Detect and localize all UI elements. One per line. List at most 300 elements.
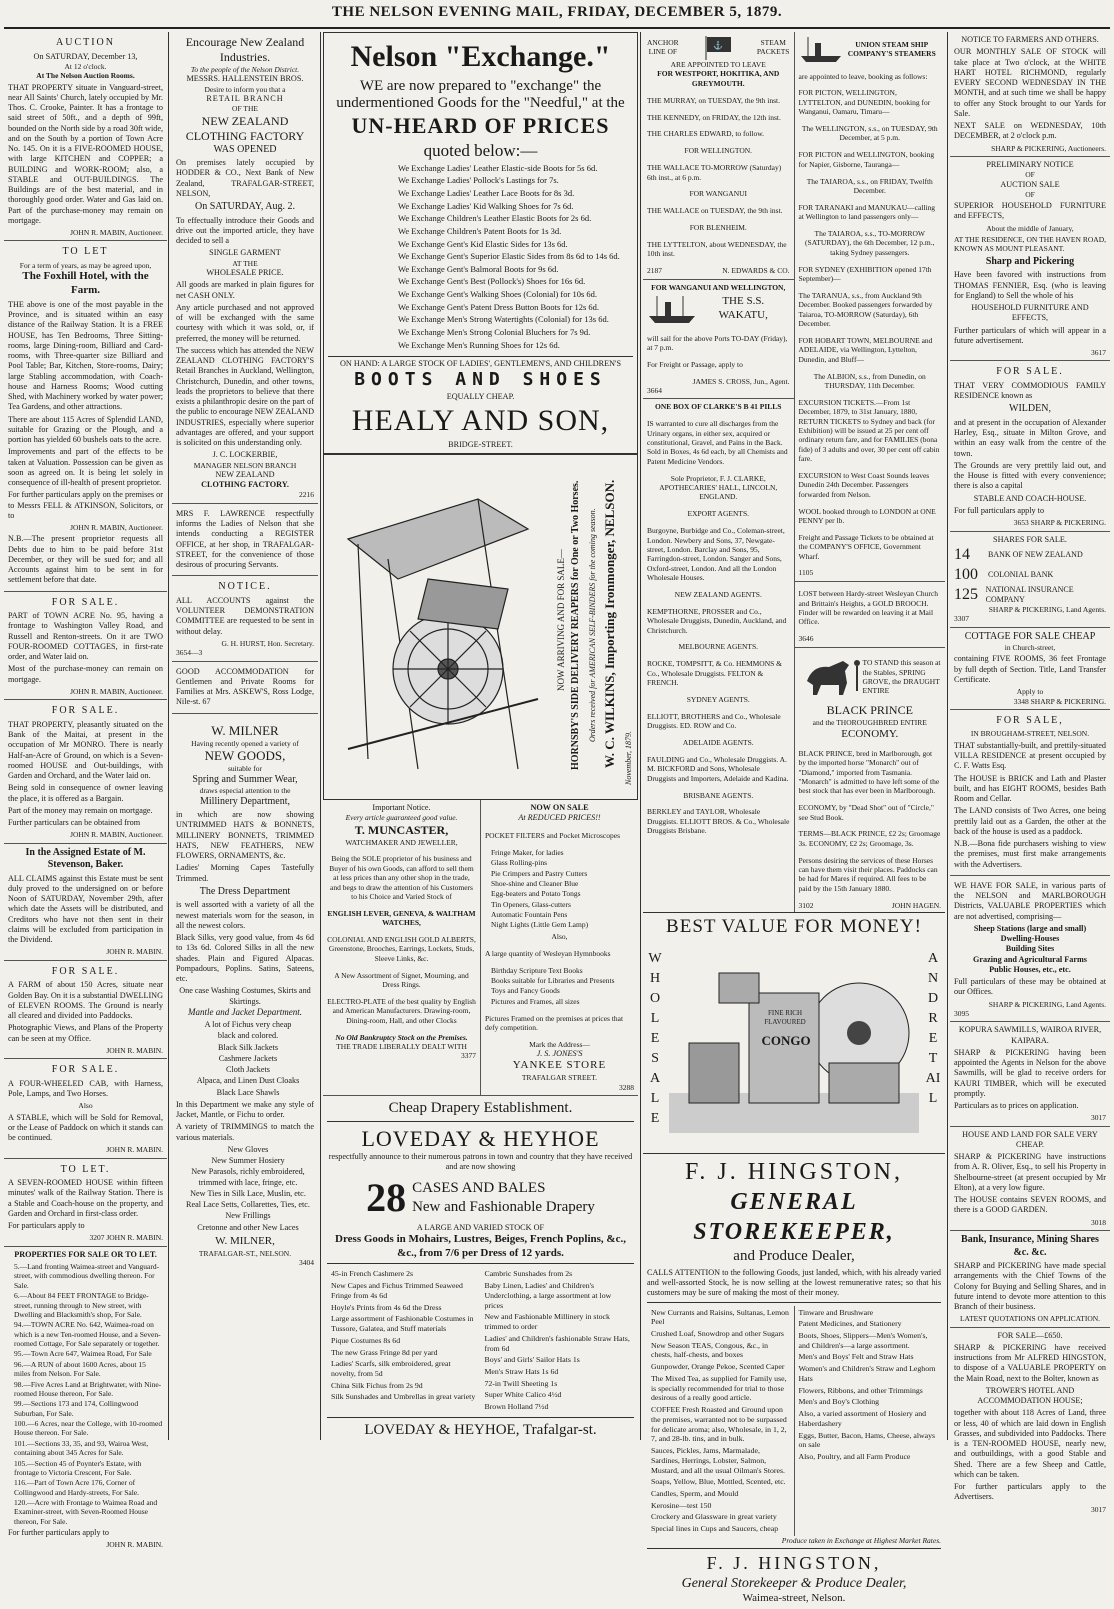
ad-text: Apply to [1016, 687, 1044, 697]
property-item: 99.—Sections 173 and 174, Collingwood Suburban, For Sale. [14, 1399, 139, 1418]
forsale-ad [4, 1059, 167, 1159]
hingston-item: COFFEE Fresh Roasted and Ground upon the premises, warranted not to be surpassed for delicate aroma; also, Wholesale, in 1, 2, 7, and 28-lb. tins, and in bulk. [651, 1405, 787, 1444]
svg-text:⚓: ⚓ [712, 41, 723, 50]
ad-signature: HEALY AND SON, [351, 404, 610, 438]
forsale-ad [4, 700, 167, 843]
jones-ad [481, 800, 638, 1095]
shares-broking-ad [950, 1231, 1110, 1328]
loveday-item: 72-in Twill Sheeting 1s [484, 1378, 558, 1388]
share-count: 14 [954, 545, 970, 563]
hingston-right-list [794, 1306, 941, 1536]
best-value-banner [643, 912, 945, 1154]
ad-signature: JOHN R. MABIN, Auctioneer. [70, 523, 163, 532]
new-goods-item: New Gloves [227, 1144, 269, 1154]
ad-title: T. MUNCASTER, [354, 822, 449, 837]
property-item: 116.—Part of Town Acre 176, Corner of Collingwood and Hardy-streets, For Sale. [14, 1478, 139, 1497]
ad-body: Further particulars can be obtained from [8, 818, 141, 827]
property-item: 101.—Sections 33, 35, and 93, Wairoa West, containing about 345 Acres for Sale. [14, 1438, 149, 1458]
ad-text: THE TRADE LIBERALLY DEALT WITH [336, 1041, 467, 1051]
shipping-row [643, 32, 945, 912]
ad-body: A FOUR-WHEELED CAB, with Harness, Pole, Lamps, and Two Horses. [8, 1078, 163, 1098]
ad-number: 3288 [619, 1082, 634, 1092]
loveday-ad [323, 1096, 638, 1443]
ad-heading: COTTAGE FOR SALE CHEAP [964, 630, 1096, 642]
ad-heading: PACKETS [756, 47, 790, 56]
ad-number: 2187 [647, 266, 662, 276]
ad-heading: FOR SALE. [51, 965, 120, 977]
column-4 [643, 32, 945, 1605]
loveday-item: Ladies' and Children's fashionable Straw Hats, from 6d [484, 1333, 630, 1353]
ad-date: On SATURDAY, Aug. 2. [194, 201, 296, 213]
ad-text: One case Washing Costumes, Skirts and Skirtings. [179, 986, 311, 1006]
exchange-price-item: We Exchange Gent's Best (Pollock's) Shoes for 16s 6d. [398, 276, 586, 287]
ad-body: For Freight or Passage, apply to [647, 359, 743, 369]
ad-heading: Bank, Insurance, Mining Shares &c. &c. [961, 1234, 1099, 1258]
ad-body: COLONIAL AND ENGLISH GOLD ALBERTS, Greenstone, Brooches, Earrings, Lockets, Studs, Sleeve Links, &c. [327, 935, 476, 963]
ad-body: BERKLEY and TAYLOR, Wholesale Druggists. ELLIOTT BROS. & Co., Wholesale Druggists Brisbane. [647, 807, 790, 836]
ad-body: THAT substantially-built, and prettily-situated VILLA RESIDENCE at present occupied by C. F. Watts Esq. [954, 740, 1106, 771]
loveday-goods [327, 1267, 634, 1414]
ad-body: OUR MONTHLY SALE OF STOCK will take place at Two o'clock, at the WHITE HART HOTEL RICHMOND, regularly EVERY SECOND WEDNESDAY IN THE MONTH, and at such time we shall be happy to offer any Stock brought to our Yards for Sale. [954, 47, 1106, 118]
anchor-header [647, 34, 790, 60]
ad-signature: JOHN R. MABIN, Auctioneer. [70, 686, 163, 696]
ad-subheading: ADELAIDE AGENTS. [682, 738, 754, 747]
ad-signature: N. EDWARDS & CO. [722, 266, 790, 276]
ad-heading: FOR SALE. [51, 705, 120, 717]
loveday-item: Boys' and Girls' Sailor Hats 1s [484, 1355, 580, 1365]
cases-banner [327, 1173, 634, 1223]
reaper-date: November, 1879. [624, 730, 633, 785]
properties-ad [4, 1247, 167, 1553]
cases-number: 28 [366, 1174, 407, 1220]
muncaster-jones-row [323, 800, 638, 1096]
exchange-price-list [328, 163, 633, 350]
ad-address: BRIDGE-STREET. [448, 439, 513, 449]
ad-number: 3646 [798, 634, 814, 644]
ad-body: The TARANUA, s.s., from Auckland 9th December. Booked passengers forwarded by Taiaroa, TO-MORROW (Saturday), 6th December. [798, 290, 933, 328]
ad-signature: SHARP & PICKERING, Land Agents. [988, 999, 1106, 1009]
ad-note: N.B.—The present proprietor requests all Debts due to him to be paid before 31st December, or they will be sued for; and all Accounts against him to be sent in for settlement before that date. [8, 534, 163, 585]
jones-item: Birthday Scripture Text Books [491, 965, 583, 975]
ad-body: THE KENNEDY, on FRIDAY, the 12th inst. [647, 112, 781, 122]
ad-subheading: For a term of years, as may be agreed upon, [19, 260, 152, 270]
exchange-price-item: We Exchange Gent's Walking Shoes (Colonial) for 10s 6d. [398, 289, 598, 299]
ad-body: MRS F. LAWRENCE respectfully informs the Ladies of Nelson that she intends conducting a REGISTER OFFICE, at her shop, in TRAFALGAR-STREET, for the convenience of those desirous of procuring Servants. [176, 508, 314, 569]
ad-signature: JOHN R. MABIN. [106, 1145, 163, 1155]
hingston-item: The Mixed Tea, as supplied for Family use, is specially recommended for trial to those desirous of a really good article. [651, 1373, 787, 1403]
exchange-price-item: We Exchange Men's Strong Colonial Bluchers for 7s 9d. [398, 326, 591, 337]
share-name: NATIONAL INSURANCE COMPANY [985, 584, 1074, 604]
ad-body: THE WALLACE on TUESDAY, the 9th inst. [647, 206, 783, 216]
exchange-price-item: We Exchange Gent's Balmoral Boots for 9s 6d. [398, 263, 559, 274]
new-goods-item: New Frillings [225, 1211, 271, 1221]
ad-title: Sharp and Pickering [985, 255, 1075, 267]
ad-signature: J. C. LOCKERBIE, [212, 450, 278, 460]
ad-body: Burgoyne, Burbidge and Co., Coleman-street, London. Newbery and Sons, 37, Newgate-street, London. Barclay and Sons, 95, Farringdon-street, London. Sanger and Sons, Oxford-street, London. And all the London Wholesale Houses. [647, 526, 785, 582]
ad-heading: NOTICE TO FARMERS AND OTHERS. [961, 35, 1099, 44]
ad-heading: UN-HEARD OF PRICES [351, 113, 610, 138]
ad-body: A SEVEN-ROOMED HOUSE within fifteen minutes' walk of the Railway Station. There is a Stable and Coach-house on the property, and Garden and Orchard in first-class order. [8, 1178, 163, 1218]
foxhill-ad [4, 241, 167, 591]
hingston-left-list [647, 1306, 794, 1536]
property-type: Public Houses, etc., etc. [989, 964, 1071, 974]
property-item: 96.—A RUN of about 1600 Acres, about 15 miles from Nelson. For Sale. [14, 1359, 146, 1379]
loveday-item: The new Grass Fringe 8d per yard [331, 1347, 438, 1357]
ad-number: 1105 [798, 568, 814, 578]
column-1 [4, 32, 167, 1550]
share-count: 125 [954, 585, 978, 603]
ad-number: 3617 [1091, 348, 1106, 357]
ad-signature: JOHN R. MABIN, Auctioneer. [70, 228, 163, 237]
reaper-headline: HORNSBY'S SIDE DELIVERY REAPERS for One or Two Horses. [570, 480, 581, 770]
ad-body: THE CHARLES EDWARD, to follow. [647, 129, 765, 139]
loveday-right-list [481, 1267, 635, 1414]
banner-title: BEST VALUE FOR MONEY! [666, 916, 922, 937]
askew-ad [172, 662, 318, 714]
ad-body: A New Assortment of Signet, Mourning, and Dress Rings. [334, 970, 469, 989]
ad-heading: FOR SALE—£650. [997, 1330, 1063, 1340]
ad-body: For further particulars apply on the premises or to Messrs FELL & ATKINSON, Solicitors, or to [8, 490, 163, 520]
ad-body: For further particulars apply to the Advertisers. [954, 1482, 1106, 1502]
ad-heading: BOOTS AND SHOES [354, 369, 607, 391]
ad-body: Freight and Passage Tickets to be obtained at the COMPANY'S OFFICE, Government Wharf. [798, 532, 934, 561]
union-steamship-ad [795, 32, 946, 912]
ad-body: FOR PICTON, WELLINGTON, LYTTELTON, and DUNEDIN, booking for Wanganui, Oamaru, Timaru— [798, 88, 931, 117]
ad-heading: Cheap Drapery Establishment. [388, 1099, 573, 1116]
ad-text: RETAIL BRANCH [206, 94, 284, 103]
ad-signature: F. J. HINGSTON, [706, 1553, 882, 1574]
ad-subheading: Every article guaranteed good value. [345, 813, 458, 823]
exchange-price-item: We Exchange Children's Leather Elastic Boots for 2s 6d. [398, 213, 592, 224]
properties-ad [950, 876, 1110, 1023]
ad-body: The HOUSE contains SEVEN ROOMS, and there is a GOOD GARDEN. [954, 1195, 1106, 1215]
ad-body: THAT PROPERTY situate in Vanguard-street, near All Saints' Church, lately occupied by Mr. Thos. C. Crooke, Painter. It has a frontage to said street of 50ft., and a depth of 99ft, bounded on the North side by a road 30ft wide, and on the South by a portion of Town Acre No. 145. On it is a FIVE-ROOMED HOUSE, with large KITCHEN and COPPER; a BUILDING and WORK-ROOM; also, a STABLE and OUT-BUILDINGS. The Buildings are of the best material, and in thoroughly good order. Water and Gas laid on. Part of the purchase-money may remain on mortgage. [8, 82, 163, 225]
masthead: THE NELSON EVENING MAIL, FRIDAY, DECEMBER 5, 1879. [331, 4, 783, 20]
new-goods-item: New Ties in Silk Lace, Muslin, etc. [190, 1188, 306, 1198]
loveday-item: Super White Calico 4½d [484, 1390, 562, 1400]
ad-subheading: FOR WELLINGTON. [684, 146, 753, 156]
ad-also: Also [78, 1101, 93, 1111]
banner-right: AND RETAIL [925, 951, 941, 1106]
ad-subheading: FOR WANGANUI [689, 189, 748, 199]
ad-subheading: BRISBANE AGENTS. [683, 790, 754, 800]
horse-row [799, 651, 942, 704]
column-2 [172, 32, 318, 1440]
horse-name: ECONOMY. [841, 727, 899, 740]
ad-text: EQUALLY CHEAP. [446, 391, 515, 401]
wakatu-row [647, 292, 790, 326]
shares-list [954, 545, 1106, 605]
ad-text: and the THOROUGHBRED ENTIRE [812, 718, 927, 728]
ad-note: N.B.—Bona fide purchasers wishing to view the premises, must first make arrangements with the Advertisers. [954, 839, 1106, 869]
ad-body: The TAIAROA, s.s., TO-MORROW (SATURDAY), the 6th December, 12 p.m., taking Sydney passengers. [805, 229, 935, 257]
ad-body: SHARP & PICKERING have instructions from A. R. Oliver, Esq., to sell his Property in Shelbourne-street (at present occupied by Mr Elton), at a very low figure. [954, 1152, 1106, 1192]
ship-name: THE S.S. WAKATU, [718, 295, 768, 321]
loveday-item: New and Fashionable Millinery in stock trimmed to order [484, 1312, 610, 1332]
jones-item: Toys and Fancy Goods [491, 986, 560, 996]
share-name: COLONIAL BANK [988, 569, 1054, 579]
ad-body: A FARM of about 150 Acres, situate near Golden Bay. On it is a substantial DWELLING of ELEVEN ROOMS. The Ground is nearly all cleared and divided into Paddocks. [8, 980, 164, 1020]
ad-subheading: To the people of the Nelson District. [190, 65, 300, 74]
ad-number: 3102 [798, 900, 814, 910]
jones-item: Fringe Maker, for ladies [491, 847, 564, 857]
ad-body: The HOUSE is BRICK and Lath and Plaster built, and has EIGHT ROOMS, besides Bath Room and Cellar. [954, 773, 1106, 803]
property-item: 5.—Land fronting Waimea-street and Vanguard-street, with commodious dwelling thereon. For Sale. [14, 1262, 160, 1290]
exchange-price-item: We Exchange Ladies' Pollock's Lastings for 7s. [398, 175, 559, 186]
ad-text: WHOLESALE PRICE. [206, 268, 284, 277]
mantle-item: Black Lace Shawls [216, 1087, 280, 1097]
ad-address: TRAFALGAR-ST., NELSON. [198, 1248, 292, 1258]
ad-body: To effectually introduce their Goods and drive out the imported article, they have decided to sell a [176, 215, 314, 246]
exchange-price-item: We Exchange Children's Patent Boots for 1s 3d. [398, 225, 562, 236]
hingston-item: Candles, Sperm, and Mould [651, 1488, 739, 1498]
ad-text: NEW GOODS, [204, 748, 286, 764]
loveday-item: Cambric Sunshades from 2s [484, 1269, 573, 1279]
hingston-item: Crushed Loaf, Snowdrop and other Sugars [651, 1328, 784, 1338]
ad-subheading: Mantle and Jacket Department. [188, 1006, 302, 1017]
ad-text: LATEST QUOTATIONS ON APPLICATION. [959, 1314, 1101, 1324]
ad-signature: 3348 SHARP & PICKERING. [1013, 696, 1106, 706]
new-goods-item: New Parasols, richly embroidered, trimmed with lace, fringe, etc. [191, 1167, 305, 1187]
ad-subheading: NEW ZEALAND AGENTS. [674, 589, 762, 599]
ad-time: At 12 o'clock. [64, 61, 107, 71]
ad-body: EXCURSION to West Coast Sounds leaves Dunedin 24th December. Passengers forwarded from Nelson. [798, 470, 930, 499]
ad-heading: KOPURA SAWMILLS, WAIROA RIVER, KAIPARA. [958, 1025, 1102, 1045]
ad-title: GENERAL STOREKEEPER, [693, 1189, 895, 1245]
column-5 [950, 32, 1110, 1514]
jones-item: Automatic Fountain Pens [491, 910, 568, 919]
muncaster-ad [323, 800, 481, 1095]
loveday-item: 45-in French Cashmere 2s [331, 1269, 414, 1279]
hingston-ad [643, 1154, 945, 1609]
ad-body: The LAND consists of Two Acres, one being prettily laid out as a Garden, the other at the back of the house is used as a paddock. [954, 806, 1106, 836]
ad-body: NEXT SALE on WEDNESDAY, 10th DECEMBER, at 2 o'clock p.m. [954, 121, 1106, 141]
ad-body: THE WALLACE TO-MORROW (Saturday) 6th inst., at 6 p.m. [647, 163, 782, 182]
auction-ad [4, 32, 167, 241]
ad-body: ELLIOTT, BROTHERS and Co., Wholesale Druggists. ED. ROW and Co. [647, 711, 781, 731]
hotel-sale-ad [950, 1328, 1110, 1517]
house-land-ad [950, 1127, 1110, 1231]
reaper-text: Orders received for AMERICAN SELF-BINDERS for the coming season. [588, 508, 597, 742]
ad-body: Full particulars of these may be obtained at our Offices. [954, 977, 1106, 997]
ad-body: On premises lately occupied by HODDER & CO., Next Bank of New Zealand, TRAFALGAR-STREET, NELSON, [176, 158, 314, 198]
hingston-item: Also, a varied assortment of Hosiery and Haberdashery [798, 1409, 927, 1428]
ad-body: KEMPTHORNE, PROSSER and Co., Wholesale Druggists, Dunedin, Auckland, and Christchurch. [647, 606, 787, 635]
ad-body: is well assorted with a variety of all the newest materials worn for the season, in all the newest colors. [176, 900, 314, 930]
property-item: 120.—Acre with Frontage to Waimea Road and Examiner-street, with Seven-Roomed House thereon, For Sale. [14, 1498, 158, 1526]
ad-text: STABLE AND COACH-HOUSE. [973, 493, 1087, 503]
ad-heading: TO LET. [60, 1163, 111, 1175]
ad-subheading: MELBOURNE AGENTS. [678, 642, 759, 652]
wilkins-reaper-ad [323, 454, 638, 800]
exchange-price-item: We Exchange Gent's Kid Elastic Sides for 13s 6d. [398, 238, 568, 249]
ad-signature: W. MILNER, [215, 1234, 275, 1247]
ad-text: Millinery Department, [200, 795, 290, 807]
ad-body: The TAIAROA, s.s., on FRIDAY, Twelfth December. [806, 176, 933, 195]
ad-address: TRAFALGAR STREET. [521, 1073, 598, 1083]
ad-text: OF [1025, 189, 1035, 199]
flag-icon [703, 34, 733, 60]
hingston-goods [647, 1306, 941, 1536]
ad-signature: JOHN R. MABIN. [106, 947, 163, 957]
loveday-item: Silk Sunshades and Umbrellas in great variety [331, 1392, 476, 1402]
ad-body: Ladies' Morning Capes Tastefully Trimmed. [176, 863, 314, 883]
ad-body: FOR HOBART TOWN, MELBOURNE and ADELAIDE, via Wellington, Lyttelton, Dunedin, and Bluff— [798, 335, 933, 364]
hingston-item: Soaps, Yellow, Blue, Mottled, Scented, etc. [651, 1477, 786, 1487]
ad-text: New and Fashionable Drapery [412, 1198, 595, 1215]
ad-heading: FOR SALE. [996, 366, 1064, 378]
ad-subheading: FOR BLENHEIM. [689, 223, 747, 233]
mantle-item: A lot of Fichus very cheap [204, 1020, 292, 1030]
property-item: 100.—6 Acres, near the College, with 10-roomed House thereon. For Sale. [14, 1419, 163, 1438]
exchange-price-item: We Exchange Ladies' Leather Elastic-side Boots for 5s 6d. [398, 162, 598, 173]
hingston-item: Boots, Shoes, Slippers—Men's Women's, and Children's—a large assortment. [798, 1330, 928, 1350]
ad-signature: SHARP & PICKERING, Auctioneers. [991, 143, 1106, 153]
hingston-item: Kerosine—test 150 [651, 1500, 712, 1510]
ad-body: BLACK PRINCE, bred in Marlborough, got by the imported horse "Monarch" out of "Diamond," imported from Tasmania. "Monarch" is admitted to have left some of the best stock that has ever been in Marlborough. [798, 748, 940, 796]
ad-text: A LARGE AND VARIED STOCK OF [416, 1222, 545, 1232]
ad-text: Produce taken in Exchange at Highest Market Rates. [781, 1535, 941, 1545]
ad-heading: FOR WANGANUI AND WELLINGTON, [651, 282, 786, 292]
ad-body: The ALBION, s.s., from Dunedin, on THURSDAY, 11th December. [813, 371, 926, 390]
loveday-item: Hoyle's Prints from 4s 6d the Dress [331, 1302, 442, 1312]
ad-body: Photographic Views, and Plans of the Property can be seen at my Office. [8, 1023, 163, 1043]
ad-body: Black Silks, very good value, from 4s 6d to 13s 6d. Colored Silks in all the new shades. Plain and Figured Alpacas. Pompadours, Poplins. Satins, Sateens, etc. [176, 933, 314, 984]
ad-body: will sail for the above Ports TO-DAY (Friday), at 7 p.m. [647, 333, 788, 352]
column-rule [320, 32, 321, 1440]
ad-heading: PROPERTIES FOR SALE OR TO LET. [14, 1249, 157, 1259]
ad-body: The success which has attended the NEW ZEALAND CLOTHING FACTORY'S Retail Branches in Auckland, Wellington, Christchurch, Dunedin, and other towns, leads the proprietors to believe that there exists a philanthropic desire on the part of the public to encourage NEW ZEALAND INDUSTRIES, especially where superior advantages are offered, and your support is solicited on this understanding only. [176, 345, 314, 447]
ad-signature: NEW ZEALAND [215, 469, 275, 479]
ad-number: 3377 [461, 1051, 476, 1061]
property-type: Sheep Stations (large and small) [973, 923, 1087, 933]
ad-heading: AUCTION [56, 37, 115, 48]
loveday-left-list [327, 1267, 481, 1414]
exchange-price-item: We Exchange Men's Strong Watertights (Colonial) for 13s 6d. [398, 314, 609, 325]
shares-ad [950, 532, 1110, 628]
column-rule [947, 32, 948, 1440]
ad-text: Desire to inform you that a [204, 84, 286, 94]
ad-body: THE MURRAY, on TUESDAY, the 9th inst. [647, 95, 781, 105]
ad-body: Part of the money may remain on mortgage. [8, 805, 153, 815]
hingston-item: Sauces, Pickles, Jams, Marmalade, Sardines, Herrings, Lobster, Salmon, Mustard, and all the usual Oilman's Stores. [651, 1446, 785, 1475]
loveday-item: Large assortment of Fashionable Costumes in Tussore, Galatea, and Stuff materials [331, 1314, 474, 1334]
ad-heading: LINE OF [648, 47, 678, 56]
ad-number: 2216 [299, 490, 314, 500]
ad-body: SUPERIOR HOUSEHOLD FURNITURE and EFFECTS, [954, 201, 1106, 221]
hallenstein-ad [172, 32, 318, 504]
property-item: 94.—TOWN ACRE No. 642, Waimea-road on which is a new Ten-roomed House, and a Seven-roomed Cottage, For Sale separately or together. [14, 1320, 161, 1348]
loveday-item: Brown Holland 7½d [484, 1402, 549, 1412]
ad-heading: Encourage New Zealand Industries. [185, 35, 305, 64]
ad-body: and at present in the occupation of Alexander Harley, Esq., situate in Milton Grove, and within an easy walk from the centre of the town. [954, 417, 1106, 458]
ad-body: Most of the purchase-money can remain on mortgage. [8, 664, 163, 684]
ad-body: Persons desiring the services of these Horses can have them visit their places. Paddocks can be had for Mares if required. All fees to be paid by the 15th January 1880. [798, 855, 938, 893]
hingston-item: New Currants and Raisins, Sultanas, Lemon Peel [651, 1307, 789, 1327]
jones-item: Tin Openers, Glass-cutters [491, 899, 571, 909]
jones-item: Egg-beaters and Potato Tongs [491, 889, 581, 899]
ad-signature: CLOTHING FACTORY. [201, 480, 289, 490]
ad-body: TO STAND this season at the Stables, SPRING GROVE, the DRAUGHT ENTIRE [862, 658, 941, 696]
ad-heading: STEAM [760, 37, 786, 47]
ad-body: All goods are marked in plain figures for net CASH ONLY. [176, 280, 314, 300]
ad-body: ALL ACCOUNTS against the VOLUNTEER DEMONSTRATION COMMITTEE are requested to be sent in without delay. [176, 595, 314, 636]
ad-date: On SATURDAY, December 13, [33, 51, 138, 61]
ad-signature: General Storekeeper & Produce Dealer, [681, 1575, 907, 1591]
jones-list [485, 966, 634, 1007]
ad-body: SHARP & PICKERING having been appointed the Agents in Nelson for the above Sawmills, will be glad to receive orders for KAURI TIMBER, which will be executed promptly. [954, 1047, 1106, 1098]
loveday-item: New Capes and Fichus Trimmed Seaweed Fringe from 4s 6d [331, 1281, 463, 1300]
ad-body: are appointed to leave, booking as follows: [798, 71, 928, 81]
ad-text: No Old Bankruptcy Stock on the Premises. [335, 1032, 468, 1042]
ad-signature: JOHN HAGEN. [891, 900, 941, 910]
ad-text: Having recently opened a variety of [191, 738, 299, 748]
ad-signature: MANAGER NELSON BRANCH [193, 460, 297, 470]
exchange-ad [323, 32, 638, 454]
property-item: 105.—Section 45 of Poynter's Estate, with frontage to Victoria Crescent, For Sale. [14, 1458, 142, 1477]
reaper-signature: W. C. WILKINS, Importing Ironmonger, NELSON. [602, 479, 617, 768]
ad-text: AT THE [232, 258, 258, 268]
ad-body: ECONOMY, by "Dead Shot" out of "Circle," see Stud Book. [798, 803, 934, 822]
share-row [954, 565, 1106, 585]
ad-heading: UNION STEAM SHIP COMPANY'S STEAMERS [847, 39, 936, 58]
property-type: Dwelling-Houses [1000, 934, 1060, 943]
ad-body: For full particulars apply to [954, 505, 1045, 515]
ad-text: WATCHMAKER AND JEWELLER, [345, 837, 458, 847]
ad-text: suitable for [228, 764, 262, 774]
hingston-item: Tinware and Brushware [798, 1307, 874, 1317]
mantle-item: Black Silk Jackets [217, 1042, 279, 1052]
ad-body: There are about 115 Acres of Splendid LAND, suitable for Grazing or the Plough, and a portion has yielded 60 bushels oats to the acre. [8, 414, 163, 444]
hingston-item: Patent Medicines, and Stationery [798, 1319, 902, 1329]
farmers-notice-ad [950, 32, 1110, 157]
exchange-price-item: We Exchange Ladies' Kid Walking Shoes for 7s 6d. [398, 200, 574, 211]
new-goods-list [176, 1145, 314, 1233]
lawrence-ad [172, 504, 318, 577]
ad-body: Sole Proprietor, F. J. CLARKE, APOTHECARIES' HALL, LINCOLN, ENGLAND. [659, 473, 778, 502]
mantle-list [176, 1020, 314, 1098]
ad-heading: NOW ON SALE [530, 802, 589, 812]
property-item: 98.—Five Acres Land at Brightwater, with Nine-roomed House thereon, For Sale. [14, 1379, 162, 1398]
jones-item: Pie Crimpers and Pastry Cutters [491, 868, 588, 878]
ad-text: HOUSEHOLD FURNITURE AND EFFECTS, [971, 303, 1089, 323]
forsale-ad [4, 961, 167, 1059]
new-goods-item: New Summer Hosiery [211, 1156, 285, 1166]
exchange-price-item: We Exchange Gent's Patent Dress Button Boots for 12s 6d. [398, 301, 600, 312]
ad-text: respectfully announce to their numerous patrons in town and country that they have received and are now showing [328, 1152, 633, 1172]
ad-subheading: IN BROUGHAM-STREET, NELSON. [970, 729, 1090, 739]
ad-text: Mark the Address— [529, 1039, 590, 1049]
jones-list [485, 848, 634, 930]
ad-intro: WE are now prepared to "exchange" the undermentioned Goods for the "Needful," at the [336, 77, 625, 111]
reaper-engraving [328, 459, 548, 789]
ad-subheading: FOR WESTPORT, HOKITIKA, AND GREYMOUTH. [657, 69, 780, 88]
ad-body: Pictures Framed on the premises at prices that defy competition. [485, 1013, 624, 1032]
ad-title: J. S. JONES'S [536, 1049, 583, 1059]
mantle-item: black and colored. [217, 1031, 279, 1041]
notice-ad [172, 576, 318, 661]
horse-icon [799, 651, 863, 699]
ad-subheading: EXPORT AGENTS. [687, 509, 749, 519]
ad-heading: ONE BOX OF CLARKE'S B 41 PILLS [655, 402, 782, 412]
ad-body: FOR PICTON and WELLINGTON, booking for Napier, Gisborne, Tauranga— [798, 150, 935, 169]
ad-heading: NOTICE. [218, 581, 272, 593]
banner-left: WHOLESALE [648, 951, 662, 1126]
hingston-item: Women's and Children's Straw and Leghorn Hats [798, 1364, 936, 1383]
milner-ad [172, 714, 318, 1271]
ad-body: Being the SOLE proprietor of his business and Buyer of his own Goods, can afford to sell them at less prices than any other shop in the trade, and begs to draw the attention of his Customers to his Choice and Varied Stock of [329, 854, 474, 901]
ad-body: For particulars apply to [8, 1221, 85, 1231]
